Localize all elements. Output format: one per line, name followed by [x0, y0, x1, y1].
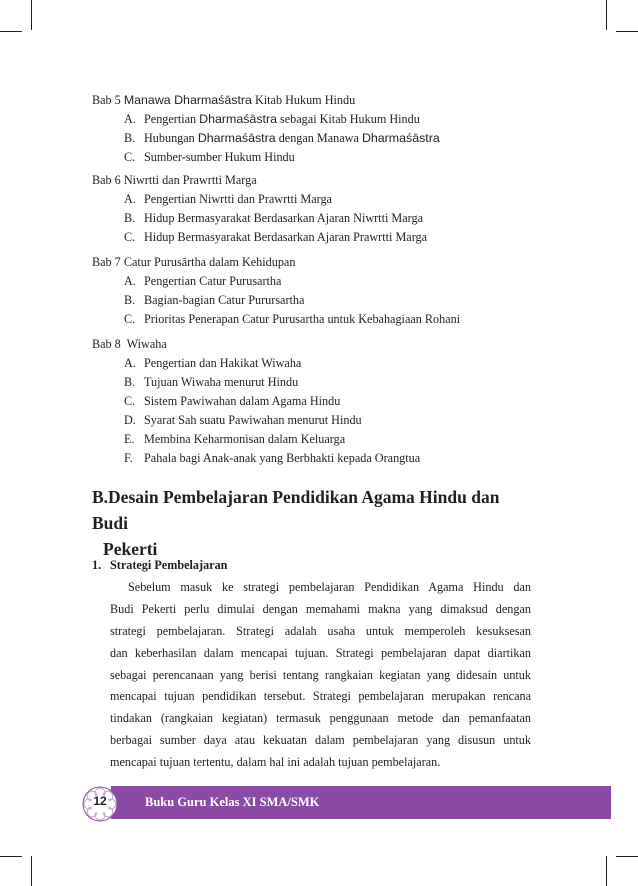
list-item: B. Bagian-bagian Catur Purursartha: [124, 293, 305, 307]
crop-mark: [616, 31, 638, 32]
sub-heading-number: 1.: [92, 558, 102, 572]
section-heading-line-1: B.Desain Pembelajaran Pendidikan Agama Hindu dan Budi: [92, 487, 500, 533]
paragraph-line: berbagai sumber daya atau kekuatan dalam pembelajaran yang disusun untuk: [110, 733, 531, 748]
sub-heading-title: Strategi Pembelajaran: [110, 558, 228, 572]
crop-mark: [0, 856, 22, 857]
list-item: C. Sumber-sumber Hukum Hindu: [124, 150, 295, 164]
crop-mark: [606, 856, 607, 886]
paragraph-line: tindakan (rangkaian kegiatan) termasuk penggunaan metode dan pemanfaatan: [110, 711, 531, 726]
list-item: C. Hidup Bermasyarakat Berdasarkan Ajaran Prawrtti Marga: [124, 230, 428, 244]
bab-5-title: [92, 92, 355, 108]
crop-mark: [0, 31, 22, 32]
page-number: 12: [93, 794, 107, 808]
list-item: A. Pengertian dan Hakikat Wiwaha: [124, 356, 302, 370]
bab-7-title: Bab 7 Catur Purusārtha dalam Kehidupan: [92, 255, 296, 269]
paragraph-line: strategi pembelajaran. Strategi adalah usaha untuk memperoleh kesuksesan: [110, 623, 531, 638]
paragraph-line: dan keberhasilan dalam mencapai tujuan. Strategi pembelajaran dapat diartikan: [110, 645, 531, 660]
crop-mark: [31, 0, 32, 30]
crop-mark: [31, 856, 32, 886]
list-item: E. Membina Keharmonisan dalam Keluarga: [124, 432, 346, 446]
list-item: B. Hubungan Dharmaśāstra dengan Manawa Dharmaśāstra: [124, 131, 440, 145]
paragraph-line: mencapai tujuan pendidikan tersebut. Strategi pembelajaran merupakan rencana: [110, 689, 531, 704]
paragraph-line: sebagai perencanaan yang berisi tentang rangkaian kegiatan yang didesain untuk: [110, 667, 531, 682]
list-item: A. Pengertian Catur Purusartha: [124, 274, 282, 288]
list-item: A. Pengertian Dharmaśāstra sebagai Kitab Hukum Hindu: [124, 112, 420, 126]
paragraph-line: Budi Pekerti perlu dimulai dengan memahami makna yang dimaksud dengan: [110, 601, 531, 616]
crop-mark: [606, 0, 607, 30]
bab-6-title: Bab 6 Niwrtti dan Prawrtti Marga: [92, 173, 257, 187]
bab-5-suffix: Kitab Hukum Hindu: [251, 93, 356, 107]
paragraph-line: Sebelum masuk ke strategi pembelajaran Pendidikan Agama Hindu dan: [128, 580, 531, 594]
paragraph-line: mencapai tujuan tertentu, dalam hal ini adalah tujuan pembelajaran.: [110, 755, 441, 770]
crop-mark: [616, 856, 638, 857]
body-paragraph: [110, 577, 531, 774]
list-item: D. Syarat Sah suatu Pawiwahan menurut Hindu: [124, 413, 362, 427]
list-item: F. Pahala bagi Anak-anak yang Berbhakti kepada Orangtua: [124, 451, 421, 465]
list-item: B. Hidup Bermasyarakat Berdasarkan Ajaran Niwrtti Marga: [124, 211, 423, 225]
footer-book-title: Buku Guru Kelas XI SMA/SMK: [145, 795, 320, 809]
bab-5-term: Manawa Dharmaśāstra: [123, 93, 252, 107]
list-item: A. Pengertian Niwrtti dan Prawrtti Marga: [124, 192, 332, 206]
bab-8-title: Bab 8 Wiwaha: [92, 337, 167, 351]
section-heading-line-2: Pekerti: [103, 539, 158, 559]
list-item: C. Sistem Pawiwahan dalam Agama Hindu: [124, 394, 341, 408]
list-item: B. Tujuan Wiwaha menurut Hindu: [124, 375, 299, 389]
bab-5-prefix: Bab 5: [92, 93, 124, 107]
list-item: C. Prioritas Penerapan Catur Purusartha untuk Kebahagiaan Rohani: [124, 312, 461, 326]
section-heading: [92, 484, 532, 562]
sub-heading: [92, 558, 227, 573]
